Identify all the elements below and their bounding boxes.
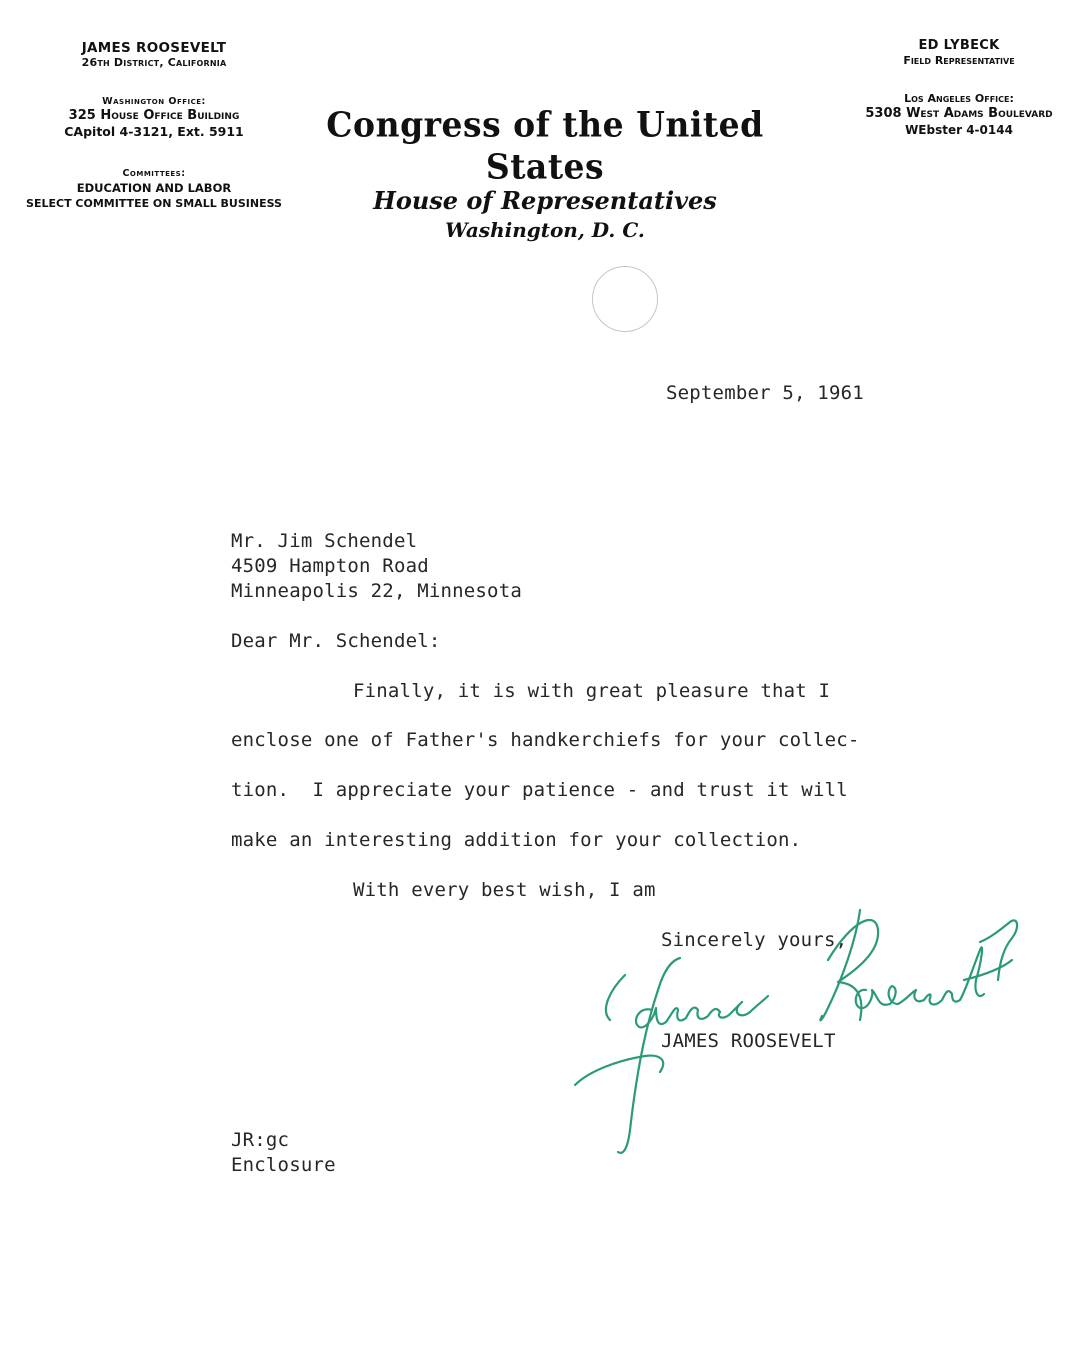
body-line: Finally, it is with great pleasure that I bbox=[353, 680, 831, 702]
field-rep-title: Field Representative bbox=[903, 54, 1015, 67]
center-letterhead bbox=[300, 106, 790, 244]
la-office-address: 5308 West Adams Boulevard bbox=[865, 106, 1053, 121]
typed-signature: JAMES ROOSEVELT bbox=[661, 1030, 836, 1052]
committees-label: Committees: bbox=[122, 168, 186, 179]
washington-office-block bbox=[0, 95, 308, 140]
left-letterhead bbox=[0, 40, 308, 70]
city-title: Washington, D. C. bbox=[445, 218, 645, 242]
body-line: enclose one of Father's handkerchiefs for your collec- bbox=[231, 729, 860, 751]
los-angeles-office-block bbox=[845, 92, 1073, 138]
body-line: make an interesting addition for your collection. bbox=[231, 829, 802, 851]
washington-office-address: 325 House Office Building bbox=[68, 108, 240, 123]
congress-title: Congress of the United States bbox=[326, 104, 764, 187]
committee-education-labor: EDUCATION AND LABOR bbox=[76, 181, 232, 195]
committee-small-business: SELECT COMMITTEE ON SMALL BUSINESS bbox=[26, 197, 282, 210]
la-office-phone: WEbster 4-0144 bbox=[905, 123, 1013, 137]
reference-initials: JR:gc bbox=[231, 1129, 290, 1151]
field-rep-name: ED LYBECK bbox=[918, 38, 1000, 53]
committees-block bbox=[0, 167, 308, 212]
recipient-street: 4509 Hampton Road bbox=[231, 555, 429, 577]
house-title: House of Representatives bbox=[373, 186, 717, 215]
washington-office-label: Washington Office: bbox=[102, 96, 206, 107]
complimentary-close: Sincerely yours, bbox=[661, 929, 848, 951]
member-name: JAMES ROOSEVELT bbox=[81, 40, 227, 56]
la-office-label: Los Angeles Office: bbox=[904, 92, 1014, 105]
letter-date: September 5, 1961 bbox=[666, 382, 864, 404]
enclosure-note: Enclosure bbox=[231, 1154, 336, 1176]
paper-circle-mark bbox=[592, 266, 658, 332]
recipient-name: Mr. Jim Schendel bbox=[231, 530, 418, 552]
right-letterhead bbox=[845, 38, 1073, 68]
closing-line: With every best wish, I am bbox=[353, 879, 656, 901]
body-line: tion. I appreciate your patience - and trust it will bbox=[231, 779, 848, 801]
salutation: Dear Mr. Schendel: bbox=[231, 630, 441, 652]
member-district: 26th District, California bbox=[81, 56, 227, 69]
recipient-city: Minneapolis 22, Minnesota bbox=[231, 580, 522, 602]
washington-office-phone: CApitol 4-3121, Ext. 5911 bbox=[64, 124, 244, 139]
